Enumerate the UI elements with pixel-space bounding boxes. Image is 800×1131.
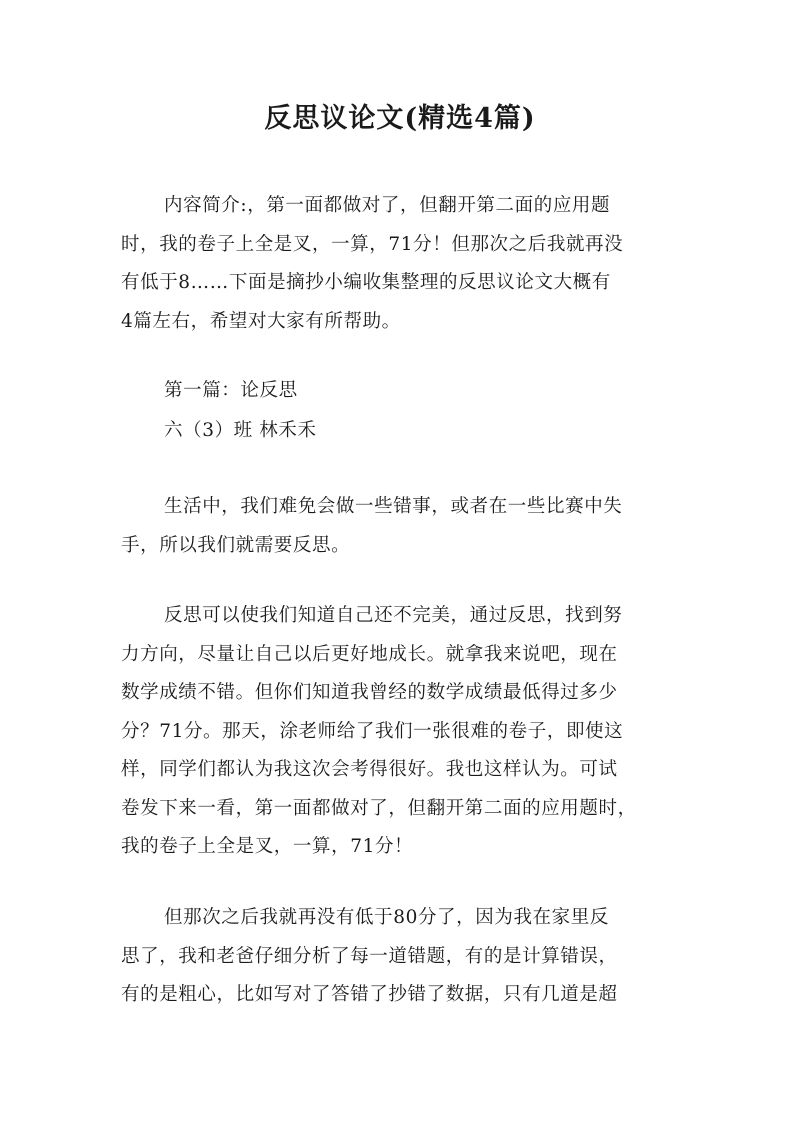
text-line: 样，同学们都认为我这次会考得很好。我也这样认为。可试 xyxy=(121,759,618,780)
body-paragraph xyxy=(121,597,681,867)
text-line: 手，所以我们就需要反思。 xyxy=(121,534,351,556)
chapter-heading: 第一篇：论反思 xyxy=(164,380,298,401)
text-line: 时，我的卷子上全是叉，一算，71分！但那次之后我就再没 xyxy=(121,233,624,255)
text-line: 卷发下来一看，第一面都做对了，但翻开第二面的应用题时， xyxy=(121,797,637,819)
text-line: 4篇左右，希望对大家有所帮助。 xyxy=(121,310,401,332)
body-paragraph xyxy=(121,899,681,1015)
text-line: 内容简介:，第一面都做对了，但翻开第二面的应用题 xyxy=(164,195,611,216)
intro-paragraph xyxy=(121,187,681,341)
text-line: 但那次之后我就再没有低于80分了，因为我在家里反 xyxy=(164,907,609,928)
text-line: 分？71分。那天，涂老师给了我们一张很难的卷子，即使这 xyxy=(121,720,624,742)
body-paragraph xyxy=(121,488,681,565)
text-line: 有低于8……下面是摘抄小编收集整理的反思议论文大概有 xyxy=(121,272,611,293)
text-line: 反思可以使我们知道自己还不完美，通过反思，找到努 xyxy=(164,605,623,626)
text-line: 有的是粗心，比如写对了答错了抄错了数据，只有几道是超 xyxy=(121,984,618,1005)
text-line: 生活中，我们难免会做一些错事，或者在一些比赛中失 xyxy=(164,496,623,517)
text-line: 数学成绩不错。但你们知道我曾经的数学成绩最低得过多少 xyxy=(121,682,618,703)
chapter-author: 六（3）班 林禾禾 xyxy=(164,420,317,441)
document-title: 反思议论文(精选4篇) xyxy=(264,103,536,134)
text-line: 我的卷子上全是叉，一算，71分！ xyxy=(121,836,414,857)
text-line: 力方向，尽量让自己以后更好地成长。就拿我来说吧，现在 xyxy=(121,643,618,665)
text-line: 思了，我和老爸仔细分析了每一道错题，有的是计算错误， xyxy=(121,945,618,967)
